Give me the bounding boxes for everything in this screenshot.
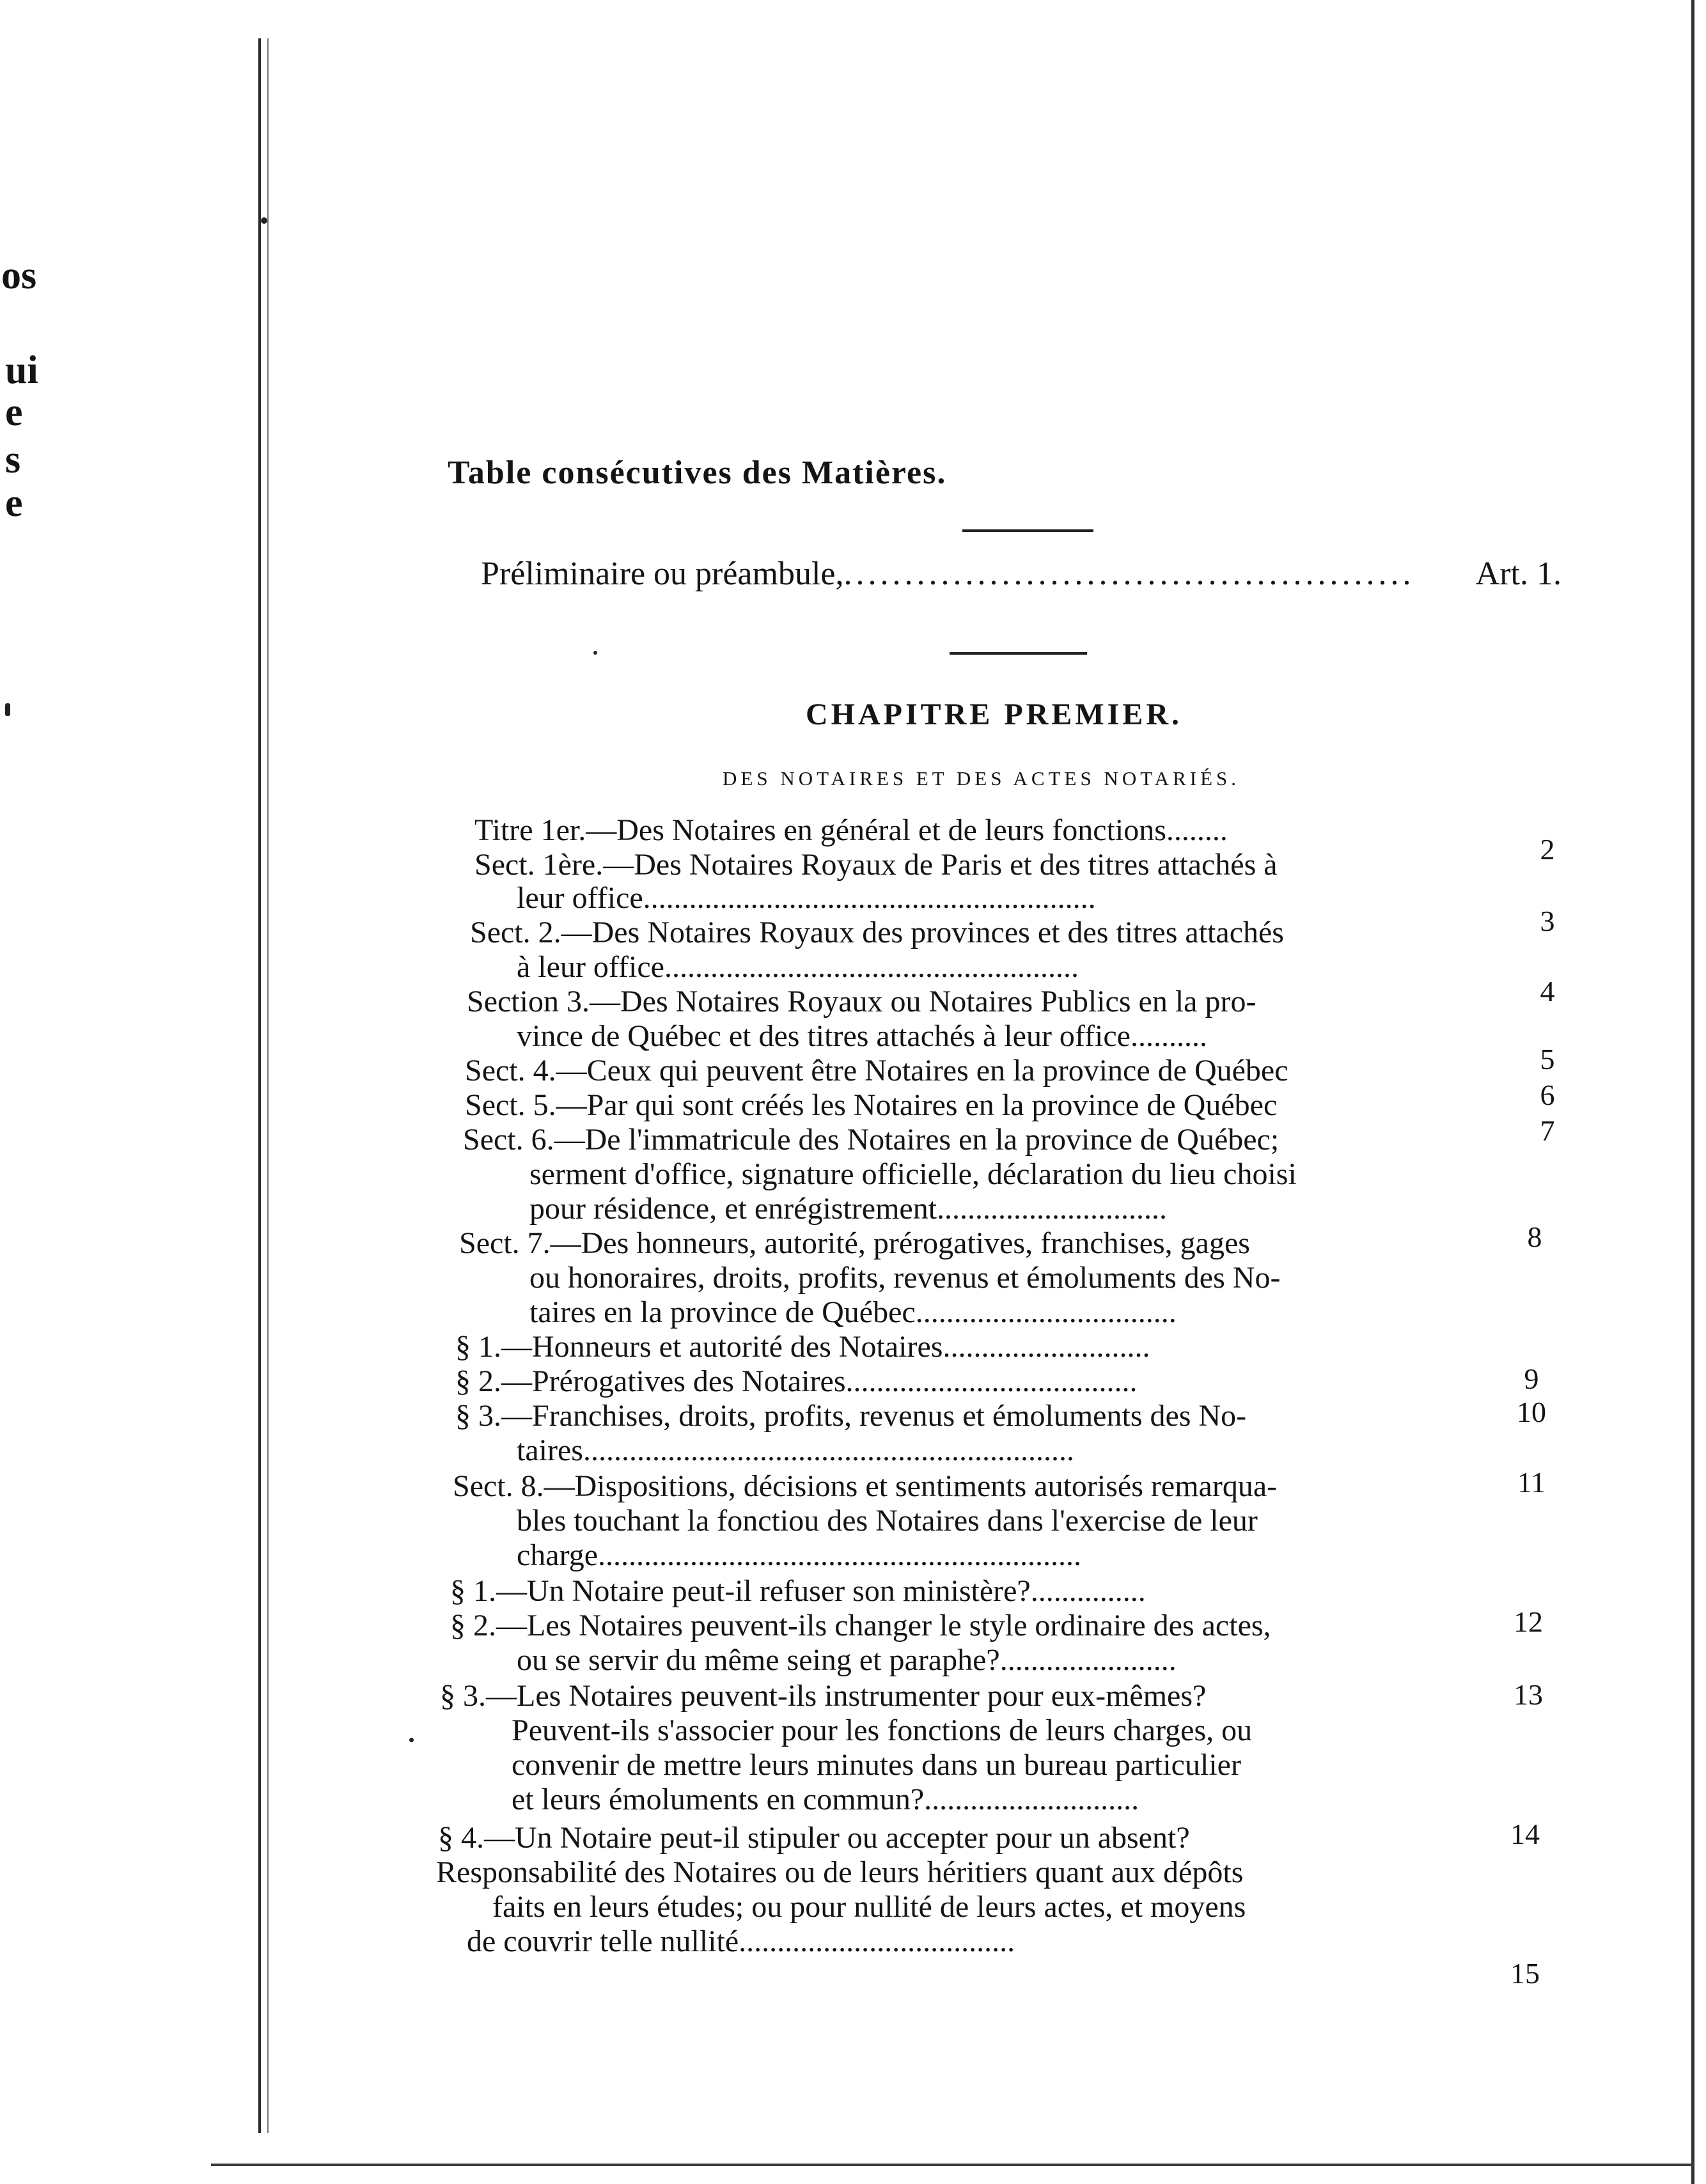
- toc-entry-line: Sect. 8.—Dispositions, décisions et sentiments autorisés remarqua-: [453, 1469, 1278, 1503]
- page-bottom-edge: [211, 2164, 1693, 2166]
- section-rule: [950, 652, 1087, 655]
- toc-entry-line: leur office...........................................................: [517, 881, 1096, 915]
- toc-entry-line: Sect. 5.—Par qui sont créés les Notaires en la province de Québec: [465, 1088, 1278, 1122]
- toc-entry-line: ou honoraires, droits, profits, revenus et émoluments des No-: [529, 1261, 1281, 1295]
- toc-entry-line: § 1.—Un Notaire peut-il refuser son ministère?...............: [450, 1574, 1146, 1608]
- toc-entry-line: Sect. 7.—Des honneurs, autorité, prérogatives, franchises, gages: [459, 1226, 1250, 1260]
- toc-entry-number: 4: [1540, 975, 1555, 1008]
- toc-entry-number: 11: [1517, 1466, 1546, 1499]
- toc-entry-line: Peuvent-ils s'associer pour les fonctions de leurs charges, ou: [512, 1713, 1253, 1747]
- toc-entry-number: 3: [1540, 905, 1555, 937]
- toc-entry-line: § 1.—Honneurs et autorité des Notaires...........................: [455, 1330, 1150, 1364]
- preliminary-leader: ...............................................: [843, 556, 1415, 592]
- preliminary-label: Préliminaire ou préambule,: [481, 556, 844, 592]
- page-gutter: [258, 38, 261, 2133]
- toc-entry-number: 8: [1527, 1221, 1542, 1253]
- toc-entry-number: 10: [1517, 1396, 1546, 1428]
- toc-entry-number: 9: [1524, 1362, 1539, 1395]
- toc-entry-line: Sect. 2.—Des Notaires Royaux des provinces et des titres attachés: [470, 916, 1284, 949]
- left-text-fragment: e: [5, 391, 23, 434]
- toc-entry-line: et leurs émoluments en commun?............................: [512, 1782, 1139, 1816]
- toc-entry-line: § 3.—Les Notaires peuvent-ils instrumenter pour eux-mêmes?: [440, 1679, 1207, 1713]
- ink-speck: [593, 651, 597, 655]
- page-right-edge: [1691, 0, 1694, 2184]
- toc-entry-line: ou se servir du même seing et paraphe?.......................: [517, 1643, 1177, 1677]
- toc-entry-line: bles touchant la fonctiou des Notaires dans l'exercise de leur: [517, 1504, 1258, 1538]
- toc-entry-line: taires................................................................: [517, 1433, 1074, 1467]
- toc-entry-line: Sect. 6.—De l'immatricule des Notaires en la province de Québec;: [463, 1123, 1280, 1157]
- toc-entry-line: Sect. 4.—Ceux qui peuvent être Notaires en la province de Québec: [465, 1054, 1288, 1088]
- toc-entry-line: § 3.—Franchises, droits, profits, revenus et émoluments des No-: [455, 1399, 1247, 1433]
- toc-entry-number: 6: [1540, 1079, 1555, 1111]
- binding-mark: [261, 217, 267, 224]
- chapter-subtitle: DES NOTAIRES ET DES ACTES NOTARIÉS.: [723, 767, 1240, 790]
- toc-entry-line: Sect. 1ère.—Des Notaires Royaux de Paris et des titres attachés à: [474, 848, 1278, 882]
- left-text-fragment: os: [1, 254, 37, 297]
- edge-mark: [5, 703, 10, 716]
- toc-entry-line: taires en la province de Québec..................................: [529, 1295, 1177, 1329]
- ink-speck: [409, 1738, 414, 1742]
- toc-entry-line: de couvrir telle nullité....................................: [467, 1924, 1015, 1958]
- toc-entry-line: vince de Québec et des titres attachés à leur office..........: [517, 1019, 1207, 1053]
- page-gutter-shadow: [267, 38, 269, 2133]
- toc-entry-line: § 2.—Prérogatives des Notaires......................................: [455, 1364, 1138, 1398]
- left-text-fragment: s: [5, 438, 21, 481]
- toc-entry-number: 14: [1510, 1818, 1540, 1850]
- page-title: Table consécutives des Matières.: [448, 455, 947, 491]
- left-text-fragment: ui: [5, 348, 38, 392]
- toc-entry-line: Titre 1er.—Des Notaires en général et de leurs fonctions........: [474, 813, 1228, 847]
- preliminary-article: Art. 1.: [1475, 556, 1561, 592]
- chapter-heading: CHAPITRE PREMIER.: [806, 698, 1183, 731]
- toc-entry-line: convenir de mettre leurs minutes dans un bureau particulier: [512, 1748, 1241, 1782]
- toc-entry-line: faits en leurs études; ou pour nullité de leurs actes, et moyens: [492, 1890, 1246, 1924]
- toc-entry-number: 13: [1514, 1678, 1543, 1711]
- left-text-fragment: e: [5, 481, 23, 525]
- toc-entry-line: § 2.—Les Notaires peuvent-ils changer le style ordinaire des actes,: [450, 1609, 1271, 1642]
- toc-entry-number: 7: [1540, 1114, 1555, 1147]
- toc-entry-line: § 4.—Un Notaire peut-il stipuler ou accepter pour un absent?: [438, 1821, 1190, 1855]
- toc-entry-line: pour résidence, et enrégistrement..............................: [529, 1192, 1168, 1226]
- toc-entry-line: serment d'office, signature officielle, déclaration du lieu choisi: [529, 1157, 1297, 1191]
- toc-entry-number: 12: [1514, 1605, 1543, 1638]
- toc-entry-number: 15: [1510, 1957, 1540, 1990]
- toc-entry-line: à leur office......................................................: [517, 950, 1079, 984]
- left-page-fragment: [0, 0, 259, 2184]
- toc-entry-line: Responsabilité des Notaires ou de leurs héritiers quant aux dépôts: [436, 1855, 1244, 1889]
- toc-entry-number: 5: [1540, 1043, 1555, 1075]
- toc-entry-line: Section 3.—Des Notaires Royaux ou Notaires Publics en la pro-: [467, 985, 1256, 1018]
- title-rule: [962, 529, 1093, 532]
- toc-entry-number: 2: [1540, 833, 1555, 866]
- preliminary-entry: [481, 555, 1561, 593]
- toc-entry-line: charge...............................................................: [517, 1538, 1082, 1572]
